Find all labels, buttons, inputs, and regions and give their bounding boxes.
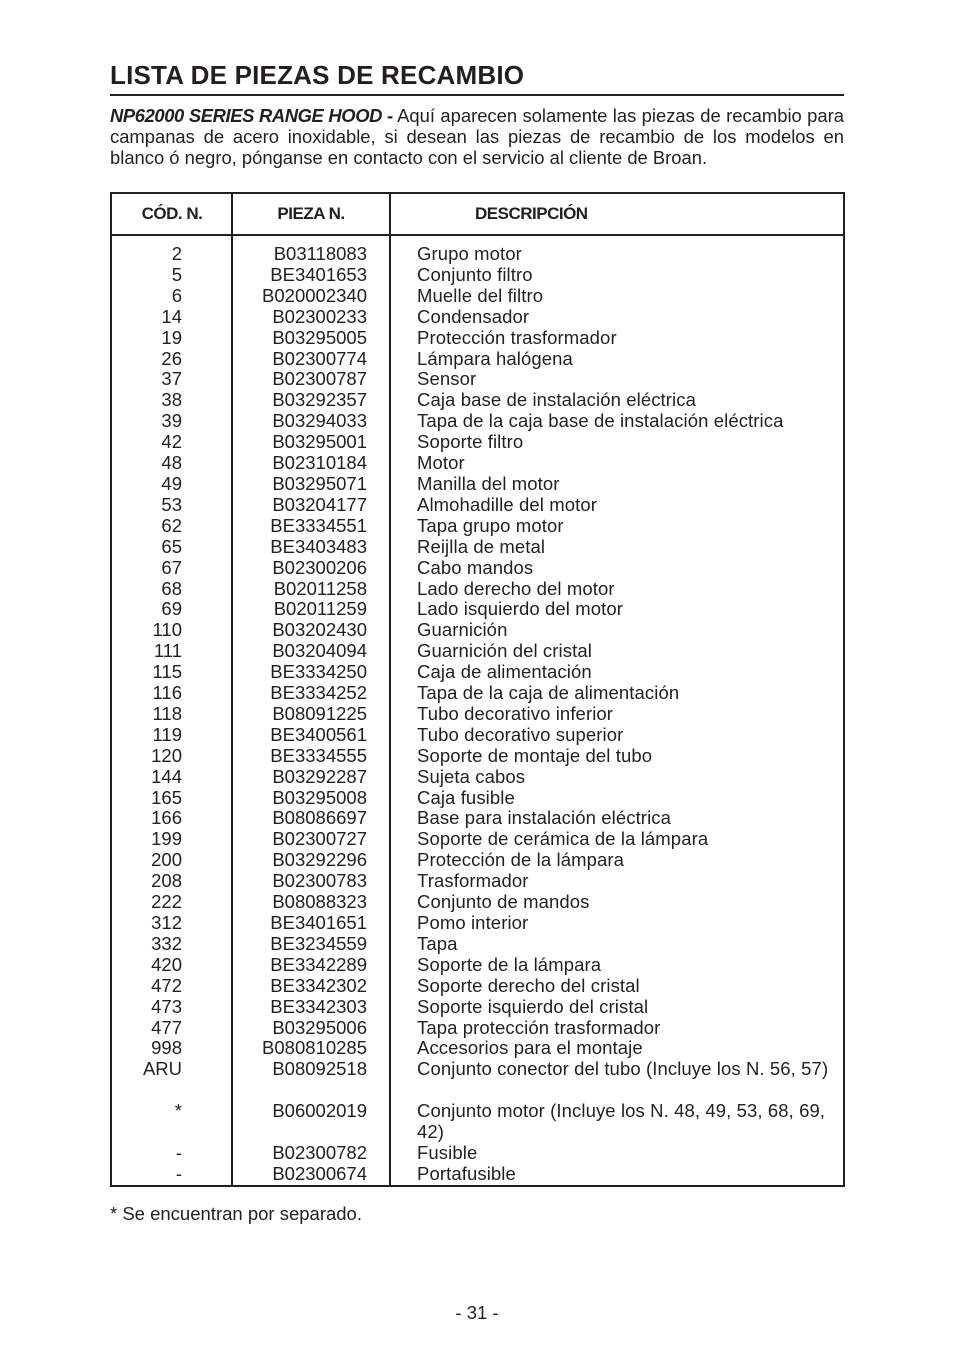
part-number: B02011259 <box>273 598 367 620</box>
part-description: Manilla del motor <box>417 472 560 494</box>
table-row <box>112 432 843 453</box>
part-code: 42 <box>161 431 182 453</box>
part-description: Soporte de cerámica de la lámpara <box>417 828 709 850</box>
page-number: - 31 - <box>455 1302 499 1323</box>
part-code: 38 <box>161 389 182 411</box>
part-code: 200 <box>151 849 182 871</box>
table-row <box>112 328 843 349</box>
part-number: B08088323 <box>272 891 367 913</box>
part-description: Sensor <box>417 368 477 390</box>
part-code: 998 <box>151 1037 182 1059</box>
part-number: B03295005 <box>272 326 367 348</box>
part-code: 53 <box>161 493 182 515</box>
part-description: Lámpara halógena <box>417 347 573 369</box>
part-code: - <box>175 1162 182 1184</box>
part-number: B03204094 <box>272 640 367 662</box>
part-description: Conjunto de mandos <box>417 891 590 913</box>
table-row <box>112 369 843 390</box>
table-row <box>112 453 843 474</box>
part-description: Trasformador <box>417 870 529 892</box>
table-row <box>112 1164 843 1185</box>
part-code: 472 <box>151 974 182 996</box>
part-code: 165 <box>151 786 182 808</box>
part-number: B06002019 <box>272 1100 367 1122</box>
part-code: 473 <box>151 995 182 1017</box>
part-description: Soporte filtro <box>417 431 524 453</box>
part-number: B03295008 <box>272 786 367 808</box>
part-description: Guarnición del cristal <box>417 640 592 662</box>
page-title: LISTA DE PIEZAS DE RECAMBIO <box>110 58 844 96</box>
part-description: Fusible <box>417 1142 478 1163</box>
part-code: 19 <box>161 326 182 348</box>
part-number: B02300233 <box>272 305 367 327</box>
part-number: B080810285 <box>262 1037 367 1059</box>
part-description: Soporte derecho del cristal <box>417 974 640 996</box>
part-code: 110 <box>152 619 182 641</box>
part-code: 144 <box>151 765 182 787</box>
part-description: Soporte de la lámpara <box>417 953 602 975</box>
table-row <box>112 746 843 767</box>
part-code: 39 <box>161 410 182 432</box>
part-code: * <box>174 1100 182 1122</box>
table-row <box>112 850 843 871</box>
part-code: 111 <box>153 640 182 662</box>
part-number: B03294033 <box>272 410 367 432</box>
part-description: Soporte de montaje del tubo <box>417 744 653 766</box>
table-row <box>112 1059 843 1101</box>
part-code: 68 <box>161 577 182 599</box>
part-number: B03295006 <box>272 1016 367 1038</box>
part-description: Tapa <box>417 932 458 954</box>
table-row <box>112 829 843 850</box>
part-number: B02300774 <box>272 347 367 369</box>
part-number: B02300783 <box>272 870 367 892</box>
part-number: BE3342303 <box>270 995 367 1017</box>
part-number: BE3401653 <box>270 263 367 285</box>
part-description: Lado derecho del motor <box>417 577 615 599</box>
table-body <box>112 244 843 1185</box>
part-number: B020002340 <box>262 284 367 306</box>
part-description: Cabo mandos <box>417 556 534 578</box>
table-row <box>112 871 843 892</box>
part-number: B08091225 <box>272 702 367 724</box>
part-code: 49 <box>161 472 182 494</box>
part-description: Tapa protección trasformador <box>417 1016 661 1038</box>
table-row <box>112 913 843 934</box>
table-row <box>112 955 843 976</box>
header-part: PIEZA N. <box>277 204 345 223</box>
table-row <box>112 411 843 432</box>
part-code: - <box>175 1142 182 1163</box>
header-code: CÓD. N. <box>141 204 203 223</box>
part-number: BE3334551 <box>270 514 367 536</box>
part-code: 119 <box>152 723 182 745</box>
part-description: Reijlla de metal <box>417 535 546 557</box>
part-code: 118 <box>152 702 182 724</box>
part-code: 62 <box>161 514 182 536</box>
part-number: BE3334250 <box>270 661 367 683</box>
part-number: BE3403483 <box>270 535 367 557</box>
part-number: B02310184 <box>272 452 367 474</box>
part-number: B02011258 <box>273 577 367 599</box>
part-number: B08086697 <box>272 807 367 829</box>
part-code: 69 <box>161 598 182 620</box>
part-description: Condensador <box>417 305 530 327</box>
intro-paragraph <box>110 105 844 168</box>
part-description: Conjunto motor (Incluye los N. 48, 49, 53, 68, 69, 42) <box>417 1100 826 1143</box>
part-code: 26 <box>161 347 182 369</box>
table-row <box>112 662 843 683</box>
part-number: BE3342289 <box>270 953 367 975</box>
part-description: Base para instalación eléctrica <box>417 807 672 829</box>
part-code: 37 <box>161 368 182 390</box>
table-row <box>112 1143 843 1164</box>
part-number: B03292287 <box>272 765 367 787</box>
part-number: B03295001 <box>272 431 367 453</box>
part-number: BE3334555 <box>270 744 367 766</box>
part-number: B02300206 <box>272 556 367 578</box>
part-number: BE3234559 <box>270 932 367 954</box>
part-code: 67 <box>161 556 182 578</box>
part-description: Conjunto conector del tubo (Incluye los N. 56, 57) <box>417 1058 829 1080</box>
part-code: 48 <box>161 452 182 474</box>
part-description: Caja de alimentación <box>417 661 592 683</box>
table-row <box>112 244 843 265</box>
table-row <box>112 788 843 809</box>
table-row <box>112 976 843 997</box>
part-number: B08092518 <box>272 1058 367 1080</box>
part-description: Tapa de la caja de alimentación <box>417 682 680 704</box>
part-description: Portafusible <box>417 1162 516 1184</box>
intro-lead: NP62000 SERIES RANGE HOOD - <box>110 105 393 126</box>
table-row <box>112 516 843 537</box>
part-number: B02300727 <box>272 828 367 850</box>
part-description: Conjunto filtro <box>417 263 533 285</box>
intro-text: Aquí aparecen solamente las piezas de recambio para campanas de acero inoxidable, si desean las piezas de recambio de los modelos en blanco ó negro, pónganse en contacto con el servicio al cliente de Broan. <box>110 105 844 168</box>
table-row <box>112 558 843 579</box>
part-number: B03204177 <box>272 493 367 515</box>
part-code: 65 <box>161 535 182 557</box>
table-row <box>112 704 843 725</box>
part-description: Tapa grupo motor <box>417 514 564 536</box>
part-code: 208 <box>151 870 182 892</box>
part-description: Tapa de la caja base de instalación eléctrica <box>417 410 784 432</box>
part-code: 420 <box>151 953 182 975</box>
part-description: Accesorios para el montaje <box>417 1037 643 1059</box>
table-row <box>112 808 843 829</box>
part-code: 477 <box>151 1016 182 1038</box>
part-number: B02300782 <box>272 1142 367 1163</box>
table-row <box>112 683 843 704</box>
table-row <box>112 579 843 600</box>
part-code: 14 <box>161 305 182 327</box>
part-code: 5 <box>171 263 182 285</box>
table-row <box>112 390 843 411</box>
parts-table <box>110 192 845 1187</box>
part-description: Soporte isquierdo del cristal <box>417 995 649 1017</box>
table-row <box>112 307 843 328</box>
table-row <box>112 537 843 558</box>
part-code: 166 <box>151 807 182 829</box>
table-row <box>112 349 843 370</box>
part-number: BE3400561 <box>270 723 367 745</box>
table-row <box>112 725 843 746</box>
table-row <box>112 265 843 286</box>
table-row <box>112 934 843 955</box>
part-number: B03202430 <box>272 619 367 641</box>
table-row <box>112 1038 843 1059</box>
table-row <box>112 767 843 788</box>
part-description: Tubo decorativo superior <box>417 723 624 745</box>
table-row <box>112 641 843 662</box>
part-code: 6 <box>171 284 182 306</box>
table-row <box>112 1101 843 1143</box>
part-description: Caja base de instalación eléctrica <box>417 389 697 411</box>
part-number: B02300674 <box>272 1162 367 1184</box>
part-code: 332 <box>151 932 182 954</box>
part-code: 2 <box>171 243 182 264</box>
part-description: Sujeta cabos <box>417 765 526 787</box>
part-number: BE3342302 <box>270 974 367 996</box>
header-description: DESCRIPCIÓN <box>475 204 588 223</box>
table-row <box>112 997 843 1018</box>
table-row <box>112 892 843 913</box>
table-row <box>112 599 843 620</box>
part-description: Grupo motor <box>417 243 522 264</box>
part-description: Pomo interior <box>417 912 529 933</box>
part-description: Tubo decorativo inferior <box>417 702 614 724</box>
part-description: Lado isquierdo del motor <box>417 598 624 620</box>
part-number: BE3334252 <box>270 682 367 704</box>
part-number: B02300787 <box>272 368 367 390</box>
part-number: B03292357 <box>272 389 367 411</box>
part-number: B03292296 <box>272 849 367 871</box>
part-description: Guarnición <box>417 619 508 641</box>
part-description: Motor <box>417 452 465 474</box>
part-code: ARU <box>142 1058 182 1080</box>
part-code: 120 <box>151 744 182 766</box>
part-number: B03295071 <box>272 472 367 494</box>
part-code: 222 <box>151 891 182 913</box>
part-code: 312 <box>151 912 182 933</box>
part-number: B03118083 <box>273 243 367 264</box>
part-description: Protección trasformador <box>417 326 617 348</box>
part-description: Caja fusible <box>417 786 515 808</box>
part-description: Protección de la lámpara <box>417 849 625 871</box>
table-row <box>112 474 843 495</box>
footnote: * Se encuentran por separado. <box>110 1203 362 1224</box>
table-row <box>112 495 843 516</box>
part-description: Almohadille del motor <box>417 493 597 515</box>
table-row <box>112 1018 843 1039</box>
part-code: 116 <box>152 682 182 704</box>
part-number: BE3401651 <box>270 912 367 933</box>
part-description: Muelle del filtro <box>417 284 544 306</box>
part-code: 199 <box>151 828 182 850</box>
table-row <box>112 620 843 641</box>
part-code: 115 <box>152 661 182 683</box>
table-row <box>112 286 843 307</box>
header-divider <box>112 234 843 236</box>
